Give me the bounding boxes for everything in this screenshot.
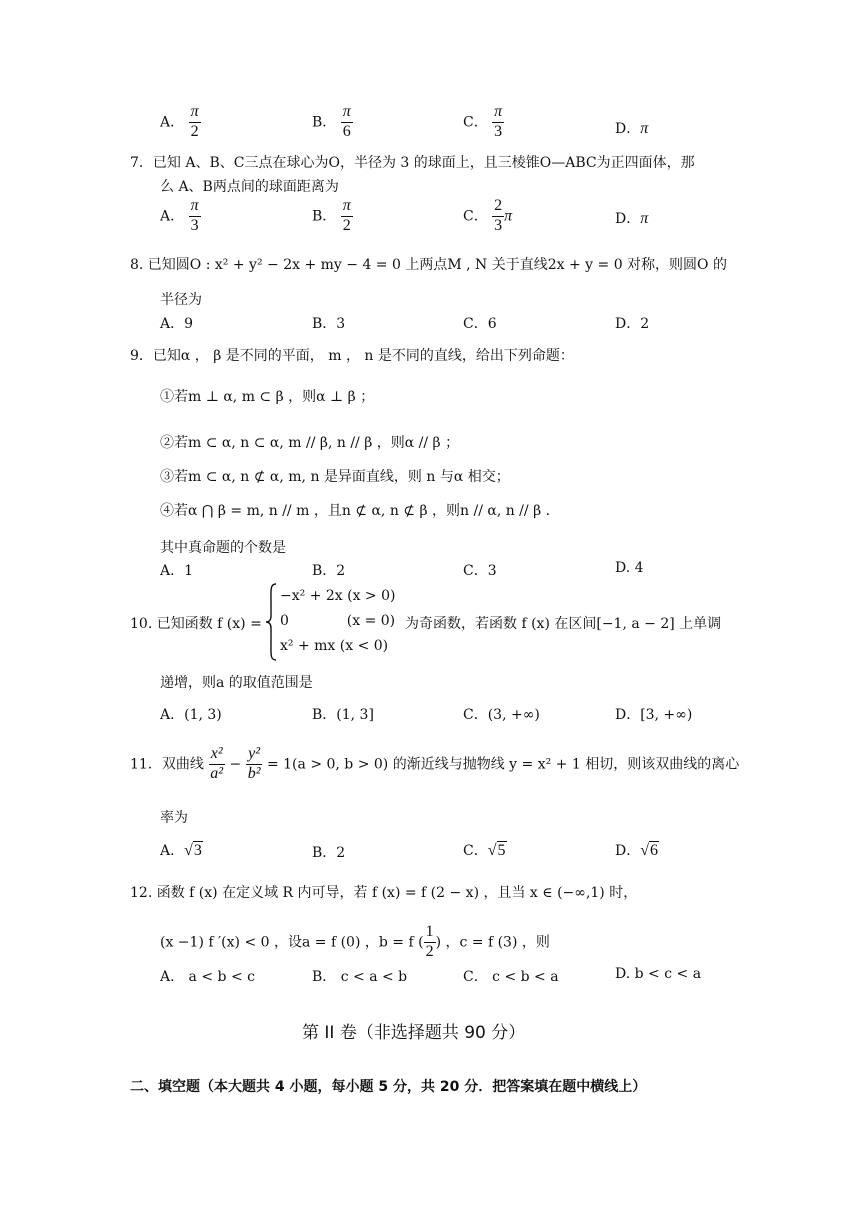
q7-option-c: C． $\frac{2}{3}$ π: [463, 197, 513, 234]
q11-stem-line1: 11．双曲线 $\frac{\text{x²}}{\text{a²}}$ − $\frac{\text{y²}}{\text{b²}}$ = 1(a > 0, b > 0) 的渐近线与抛物线 y = x² + 1 相切，则该双曲线的离心: [130, 745, 740, 782]
q10-option-c: C．(3, +∞): [463, 707, 540, 723]
q9-option-c: C．3: [463, 563, 497, 579]
q8-stem-line1: 8. 已知圆O : x² + y² − 2x + my − 4 = 0 上两点M , N 关于直线2x + y = 0 对称，则圆O 的: [130, 257, 727, 273]
section2-heading: 二、填空题（本大题共 4 小题，每小题 5 分，共 20 分．把答案填在题中横线上）: [130, 1079, 647, 1095]
q9-proposition-4: ④若α ⋂ β = m, n // m ，且n ⊄ α, n ⊄ β ，则n // α, n // β .: [160, 503, 551, 519]
left-brace-icon: [264, 582, 278, 662]
q7-stem-line2: 么 A、B两点间的球面距离为: [160, 179, 339, 195]
q10-option-d: D．[3, +∞): [615, 707, 693, 723]
q8-option-d: D．2: [615, 316, 650, 332]
q9-proposition-2: ②若m ⊂ α, n ⊂ α, m // β, n // β ，则α // β ；: [160, 435, 460, 451]
q7-stem-line1: 7．已知 A、B、C三点在球心为O，半径为 3 的球面上，且三棱锥O—ABC为正四面体，那: [130, 155, 695, 171]
q10-case-1: −x² + 2x (x > 0): [280, 588, 396, 604]
q8-option-c: C．6: [463, 316, 497, 332]
q6-option-c: C． $\frac{\pi}{3}$: [463, 103, 503, 140]
q7-option-d: D．π: [615, 210, 649, 227]
q12-stem-line2: (x −1) f ′(x) < 0 ，设a = f (0) ，b = f ( $\frac{1}{2}$ ) ，c = f (3) ，则: [160, 923, 550, 960]
q10-stem-line2: 递增，则a 的取值范围是: [160, 675, 313, 691]
q11-stem-line2: 率为: [160, 810, 188, 826]
q11-option-d: D．√6: [615, 842, 659, 859]
q9-proposition-1: ①若m ⊥ α, m ⊂ β ，则α ⊥ β ；: [160, 389, 375, 405]
q8-stem-line2: 半径为: [160, 292, 202, 308]
q10-prefix: 10. 已知函数 f (x) =: [130, 616, 262, 632]
q11-option-c: C．√5: [463, 842, 506, 859]
q7-option-a: A． $\frac{\pi}{3}$: [160, 197, 199, 234]
q6-option-b: B． $\frac{\pi}{6}$: [312, 103, 351, 140]
q10-brace: [264, 582, 278, 666]
q6-option-d: D．π: [615, 120, 649, 137]
q8-option-b: B．3: [312, 316, 346, 332]
q12-option-d: D. b < c < a: [615, 966, 702, 982]
q11-option-a: A．√3: [160, 842, 202, 859]
q6-option-a: A． $\frac{\pi}{2}$: [160, 103, 199, 140]
q9-option-a: A．1: [160, 563, 194, 579]
q9-option-d: D. 4: [615, 560, 644, 576]
q9-stem: 9．已知α ， β 是不同的平面， m ， n 是不同的直线，给出下列命题：: [130, 348, 574, 364]
q12-stem-line1: 12. 函数 f (x) 在定义域 R 内可导，若 f (x) = f (2 − x) ，且当 x ∈ (−∞,1) 时，: [130, 885, 638, 901]
q12-option-c: C． c < b < a: [463, 969, 559, 985]
q10-case-2: 0 (x = 0): [280, 613, 396, 629]
q9-proposition-3: ③若m ⊂ α, n ⊄ α, m, n 是异面直线，则 n 与α 相交；: [160, 469, 510, 485]
q10-case-3: x² + mx (x < 0): [280, 638, 389, 654]
q10-option-a: A．(1, 3): [160, 707, 222, 723]
q8-option-a: A．9: [160, 316, 194, 332]
q11-option-b: B．2: [312, 845, 346, 861]
q9-ask: 其中真命题的个数是: [160, 540, 286, 556]
q12-option-a: A． a < b < c: [160, 969, 255, 985]
q7-option-b: B． $\frac{\pi}{2}$: [312, 197, 351, 234]
part2-title: 第 II 卷（非选择题共 90 分）: [302, 1023, 526, 1043]
q10-suffix: 为奇函数，若函数 f (x) 在区间[−1, a − 2] 上单调: [405, 616, 722, 632]
q10-option-b: B．(1, 3]: [312, 707, 374, 723]
q12-option-b: B． c < a < b: [312, 969, 408, 985]
q9-option-b: B．2: [312, 563, 346, 579]
